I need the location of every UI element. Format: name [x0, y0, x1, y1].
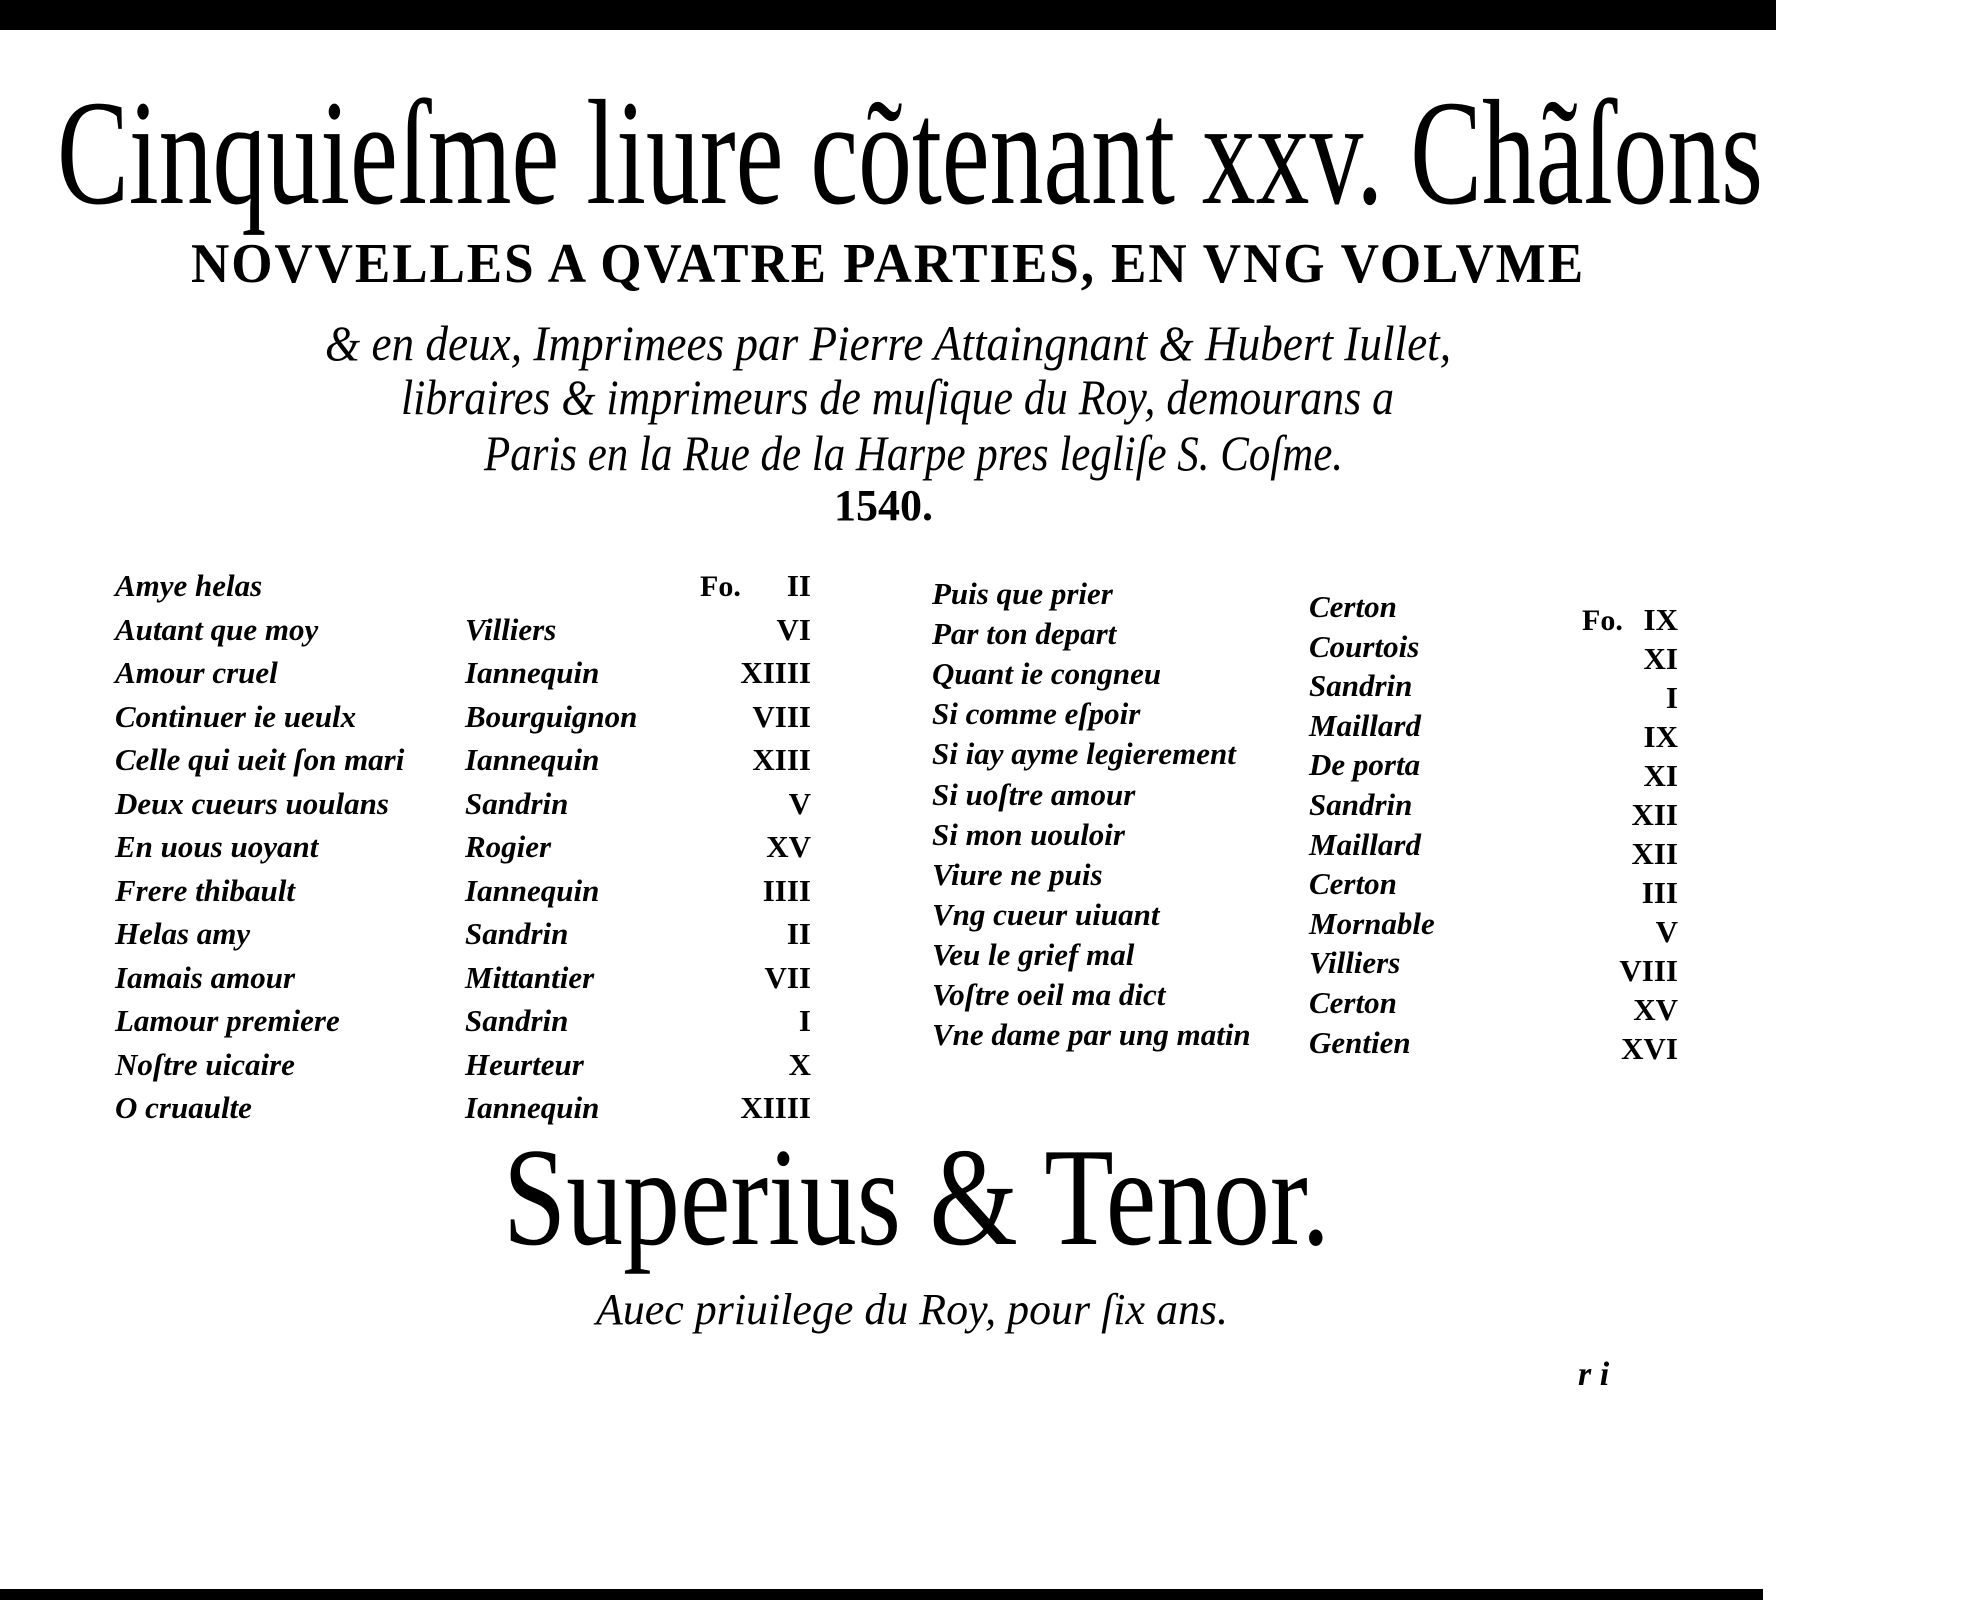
song-title: Helas amy [115, 916, 251, 951]
song-title: En uous uoyant [115, 829, 319, 864]
signature-mark: r i [1578, 1356, 1610, 1393]
folio-number: XV [1633, 992, 1678, 1027]
folio-number: IX [1643, 719, 1678, 754]
folio-number: II [786, 568, 811, 603]
composer-name: Villiers [465, 611, 557, 647]
song-title: Iamais amour [115, 959, 296, 995]
composer-name: Iannequin [465, 655, 600, 690]
composer-name: Iannequin [465, 1090, 600, 1125]
song-title: Celle qui ueit ſon mari [115, 742, 405, 777]
composer-name: Mittantier [465, 959, 595, 995]
composer-name: Certon [1309, 589, 1397, 624]
song-title: Quant ie congneu [932, 656, 1162, 692]
folio-number: X [788, 1046, 811, 1082]
folio-number: V [1655, 914, 1678, 949]
folio-number: XIIII [740, 655, 811, 690]
folio-label-right: Fo. [1582, 604, 1623, 637]
book-subtitle: NOVVELLES A QVATRE PARTIES, EN VNG VOLVME [191, 233, 1585, 295]
folio-number: VI [776, 611, 811, 647]
folio-number: XV [766, 829, 811, 864]
folio-number: XI [1643, 641, 1678, 676]
composer-name: Certon [1309, 985, 1397, 1020]
song-title: Si comme eſpoir [932, 696, 1141, 732]
folio-number: XII [1631, 836, 1678, 871]
song-title: Voſtre oeil ma dict [932, 977, 1166, 1012]
song-title: Si uoſtre amour [932, 776, 1136, 812]
song-title: Viure ne puis [932, 856, 1103, 892]
composer-name: Villiers [1309, 945, 1401, 981]
song-title: Vng cueur uiuant [932, 896, 1160, 932]
folio-number: VIII [1619, 953, 1678, 988]
composer-name: Sandrin [1309, 787, 1413, 822]
song-title: Lamour premiere [115, 1003, 340, 1038]
imprint-line-2: libraires & imprimeurs de muſique du Roy, demourans a [401, 369, 1394, 425]
folio-number: XIII [752, 742, 811, 777]
composer-name: Iannequin [465, 872, 600, 908]
folio-label-left: Fo. [700, 570, 741, 603]
top-border [0, 0, 1776, 30]
song-title: Amye helas [115, 568, 263, 603]
composer-name: Mornable [1309, 905, 1435, 941]
voice-parts-heading: Superius & Tenor. [503, 1120, 1330, 1275]
publication-year: 1540. [834, 481, 933, 530]
composer-name: Sandrin [465, 785, 569, 821]
composer-name: De porta [1309, 747, 1421, 783]
composer-name: Sandrin [1309, 668, 1413, 704]
bottom-border [0, 1589, 1763, 1600]
composer-name: Heurteur [465, 1046, 584, 1082]
song-title: O cruaulte [115, 1090, 252, 1125]
song-title: Si iay ayme legierement [932, 736, 1236, 772]
composer-name: Gentien [1309, 1024, 1411, 1060]
composer-name: Rogier [465, 829, 552, 864]
song-title: Amour cruel [115, 655, 278, 690]
song-title: Frere thibault [115, 872, 296, 908]
composer-name: Bourguignon [465, 698, 638, 734]
song-title: Si mon uouloir [932, 816, 1125, 852]
song-title: Vne dame par ung matin [932, 1017, 1251, 1053]
composer-name: Sandrin [465, 916, 569, 951]
folio-number: I [1665, 680, 1678, 715]
folio-number: XIIII [740, 1090, 811, 1125]
folio-number: XI [1643, 758, 1678, 793]
song-title: Autant que moy [115, 611, 319, 647]
composer-name: Courtois [1309, 628, 1420, 664]
composer-name: Certon [1309, 866, 1397, 902]
song-title: Deux cueurs uoulans [115, 785, 389, 821]
imprint-line-3: Paris en la Rue de la Harpe pres legliſe S. Coſme. [484, 425, 1343, 481]
folio-number: I [798, 1003, 811, 1038]
folio-number: VII [764, 959, 811, 995]
composer-name: Maillard [1309, 826, 1421, 862]
song-title: Puis que prier [932, 576, 1113, 611]
folio-number: XII [1631, 797, 1678, 832]
folio-number: VIII [752, 698, 811, 734]
folio-number: II [786, 916, 811, 951]
song-title: Continuer ie ueulx [115, 698, 357, 734]
song-title: Veu le grief mal [932, 936, 1135, 972]
book-title: Cinquieſme liure cõtenant xxv. Chãſons [57, 70, 1764, 236]
folio-number: IX [1643, 602, 1678, 637]
imprint-line-1: & en deux, Imprimees par Pierre Attaingnant & Hubert Iullet, [325, 315, 1451, 371]
folio-number: V [788, 785, 811, 821]
folio-number: XVI [1621, 1031, 1678, 1066]
folio-number: IIII [762, 872, 811, 908]
composer-name: Iannequin [465, 742, 600, 777]
folio-number: III [1641, 875, 1678, 910]
composer-name: Maillard [1309, 707, 1421, 743]
song-title: Par ton depart [932, 616, 1117, 652]
privilege-note: Auec priuilege du Roy, pour ſix ans. [596, 1285, 1228, 1334]
song-title: Noſtre uicaire [115, 1046, 295, 1082]
composer-name: Sandrin [465, 1003, 569, 1038]
